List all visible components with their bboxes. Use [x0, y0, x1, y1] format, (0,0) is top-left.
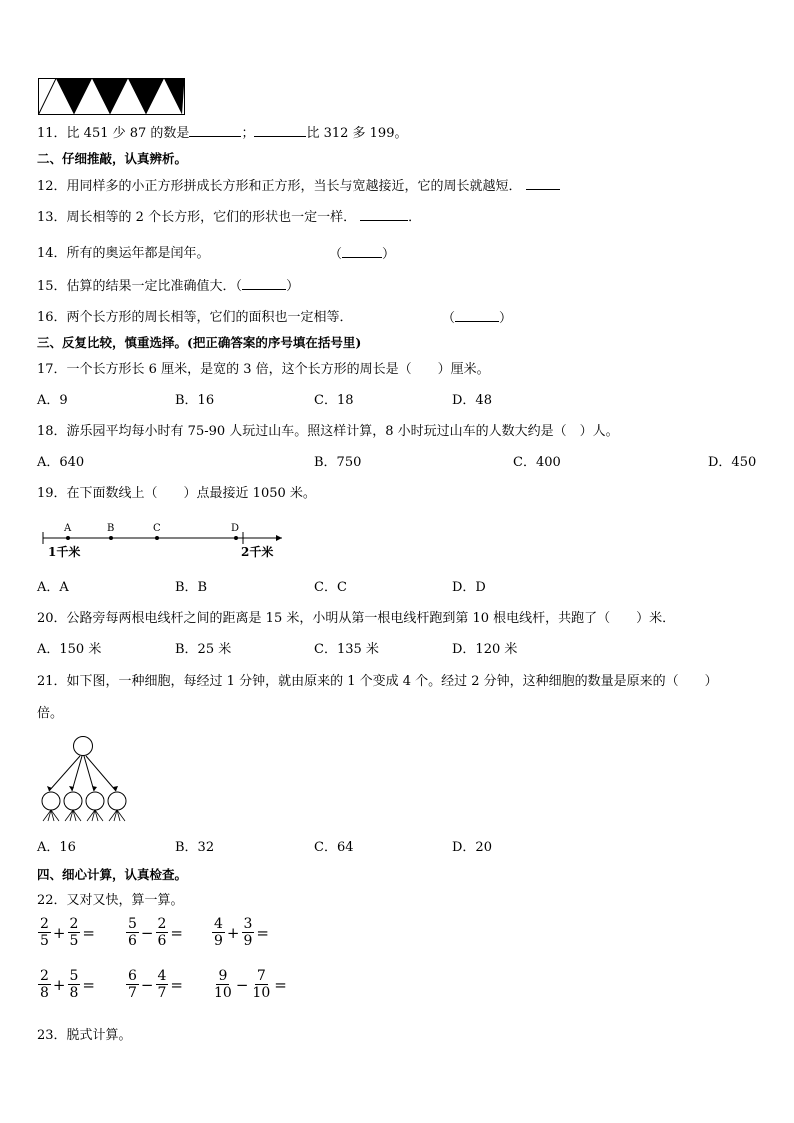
answer-blank[interactable]: [526, 177, 560, 190]
question-23: 23．脱式计算。: [37, 1028, 132, 1043]
question-13: 13．周长相等的 2 个长方形，它们的形状也一定一样． ．: [37, 210, 422, 225]
fraction-expression: $\frac{2}{8}$ + $\frac{5}{8}$ =: [40, 968, 95, 1001]
option-d[interactable]: D．D: [452, 580, 486, 595]
question-16-answer[interactable]: （ ）: [442, 311, 513, 326]
question-19: 19．在下面数线上（ ）点最接近 1050 米。: [37, 486, 316, 501]
fraction-expression: $\frac{2}{5}$ + $\frac{2}{5}$ =: [40, 916, 95, 949]
option-a[interactable]: A．640: [37, 455, 85, 470]
question-11: 11．比 451 少 87 的数是 ； 比 312 多 199。: [37, 126, 408, 141]
question-20: 20．公路旁每两根电线杆之间的距离是 15 米，小明从第一根电线杆跑到第 10 根电线杆，共跑了（ ）米．: [37, 611, 676, 626]
point-a-label: A: [64, 523, 72, 534]
question-15: 15．估算的结果一定比准确值大．（ ）: [37, 279, 300, 294]
question-22: 22．又对又快，算一算。: [37, 893, 184, 908]
option-d[interactable]: D．20: [452, 840, 492, 855]
fraction-expression: $\frac{6}{7}$ − $\frac{4}{7}$ =: [128, 968, 183, 1001]
option-d[interactable]: D．450: [708, 455, 757, 470]
option-b[interactable]: B．16: [175, 393, 215, 408]
section-4-heading: 四、细心计算，认真检查。: [37, 867, 188, 882]
option-c[interactable]: C．135 米: [314, 642, 379, 657]
question-17: 17．一个长方形长 6 厘米，是宽的 3 倍，这个长方形的周长是（ ）厘米。: [37, 362, 490, 377]
option-a[interactable]: A．16: [37, 840, 76, 855]
question-14: 14．所有的奥运年都是闰年。: [37, 246, 210, 261]
point-b-label: B: [107, 523, 115, 534]
question-12: 12．用同样多的小正方形拼成长方形和正方形，当长与宽越接近，它的周长就越短．: [37, 177, 560, 196]
fraction-expression: $\frac{9}{10}$ − $\frac{7}{10}$ =: [214, 968, 287, 1001]
answer-blank[interactable]: [360, 208, 408, 221]
option-d[interactable]: D．48: [452, 393, 492, 408]
option-a[interactable]: A．9: [37, 393, 68, 408]
option-b[interactable]: B．B: [175, 580, 208, 595]
question-18: 18．游乐园平均每小时有 75-90 人玩过山车。照这样计算，8 小时玩过山车的人数大约是（ ）人。: [37, 424, 619, 439]
number-line-figure: [38, 518, 288, 564]
option-a[interactable]: A．A: [37, 580, 69, 595]
option-c[interactable]: C．400: [513, 455, 561, 470]
point-d-label: D: [231, 523, 240, 534]
option-b[interactable]: B．25 米: [175, 642, 232, 657]
answer-blank[interactable]: [242, 277, 286, 290]
option-c[interactable]: C．18: [314, 393, 354, 408]
option-c[interactable]: C．C: [314, 580, 347, 595]
end-label: 2千米: [241, 545, 274, 559]
answer-blank[interactable]: [254, 124, 306, 137]
fraction-expression: $\frac{4}{9}$ + $\frac{3}{9}$ =: [214, 916, 269, 949]
question-21-continued: 倍。: [37, 706, 64, 721]
cell-division-figure: [38, 734, 138, 826]
option-d[interactable]: D．120 米: [452, 642, 518, 657]
question-21: 21．如下图，一种细胞，每经过 1 分钟，就由原来的 1 个变成 4 个。经过 2 分钟，这种细胞的数量是原来的（ ）: [37, 674, 718, 689]
option-b[interactable]: B．32: [175, 840, 215, 855]
question-14-answer[interactable]: （ ）: [329, 247, 396, 262]
start-label: 1千米: [48, 545, 81, 559]
option-c[interactable]: C．64: [314, 840, 354, 855]
option-a[interactable]: A．150 米: [37, 642, 102, 657]
question-16: 16．两个长方形的周长相等，它们的面积也一定相等．: [37, 310, 353, 325]
section-3-heading: 三、反复比较，慎重选择。(把正确答案的序号填在括号里): [37, 335, 362, 350]
fraction-expression: $\frac{5}{6}$ − $\frac{2}{6}$ =: [128, 916, 183, 949]
option-b[interactable]: B．750: [314, 455, 362, 470]
section-2-heading: 二、仔细推敲，认真辨析。: [37, 151, 188, 166]
point-c-label: C: [153, 523, 161, 534]
answer-blank[interactable]: [189, 124, 241, 137]
triangle-pattern-figure: [38, 78, 186, 116]
